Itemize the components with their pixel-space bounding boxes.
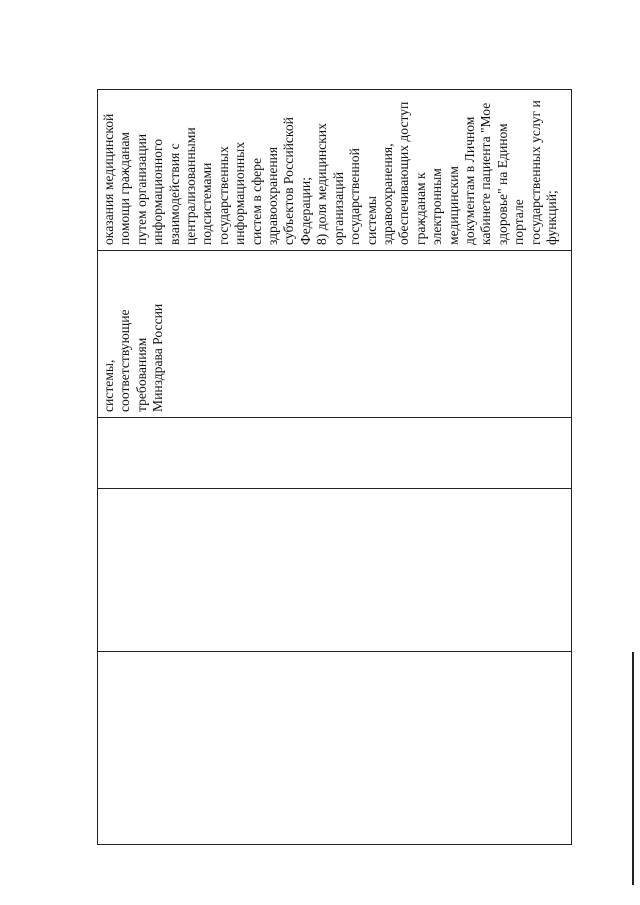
table-cell-4: [98, 251, 572, 418]
table-cell-2: [98, 489, 572, 652]
table-cell-5: [98, 90, 572, 251]
table-cell-1: [98, 652, 572, 845]
table-cell-4-text: системы, соответствующие требованиям Минздрава России: [101, 303, 166, 412]
table-cell-3: [98, 418, 572, 489]
table-row: [98, 90, 572, 845]
table-cell-5-text: оказания медицинской помощи гражданам путем организации информационного взаимодействия с централизованными подсистемами государственных информационных систем в сфере здравоохранения субъектов Российской Федерации; 8) доля медицинских организаций государственной системы здравоохранения, обеспечивающих доступ гражданам к электронным медицинским документам в Личном кабинете пациента "Мое здоровье" на Едином портале государственных услуг и функций;: [101, 100, 559, 245]
scan-edge-mark: [632, 652, 634, 885]
rotated-table-container: [97, 90, 572, 845]
document-table: [97, 89, 572, 845]
